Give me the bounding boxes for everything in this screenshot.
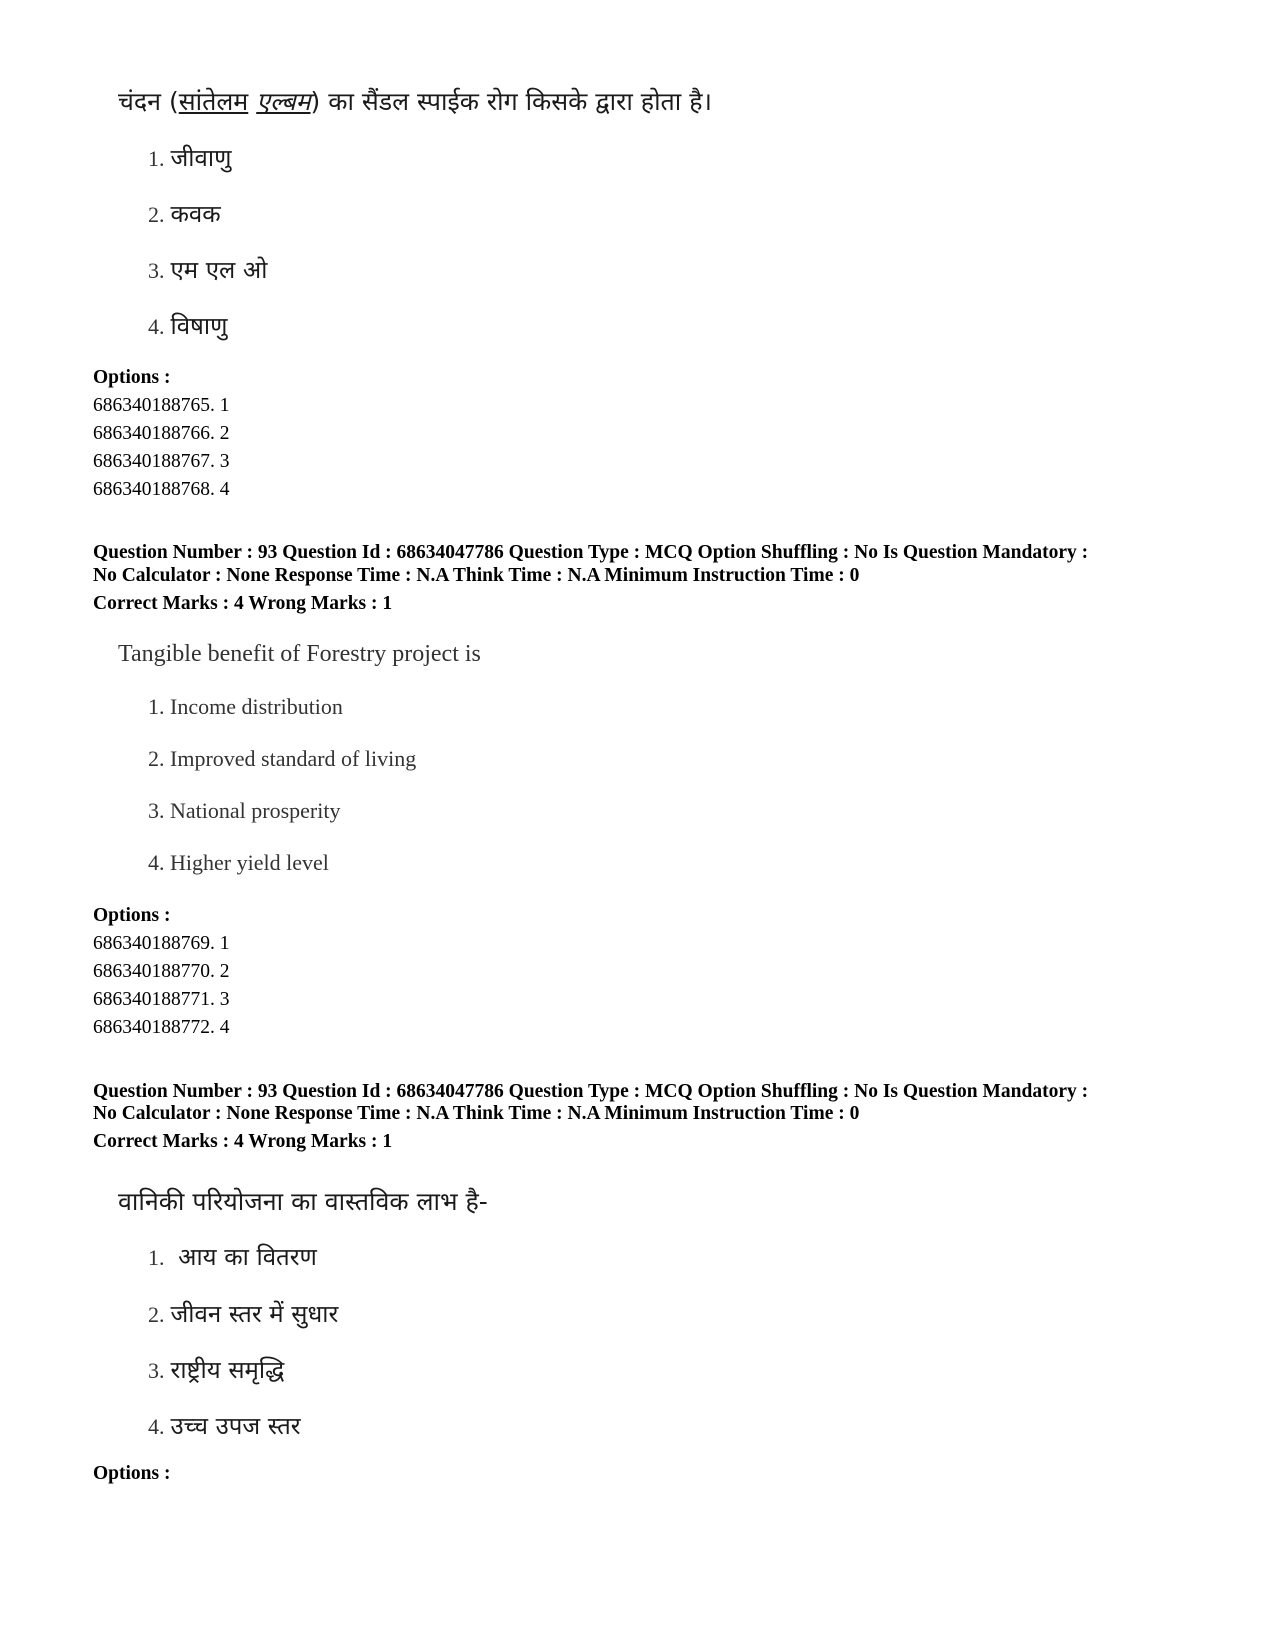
options-label: Options : (93, 905, 171, 926)
option-id-row: 686340188771. 3 (93, 989, 230, 1010)
option-id-row: 686340188770. 2 (93, 961, 230, 982)
question-text-hindi-1 (118, 84, 712, 118)
option-id-row: 686340188769. 1 (93, 933, 230, 954)
question-suffix: ) का सैंडल स्पाईक रोग किसके द्वारा होता है। (310, 87, 712, 116)
marks-line: Correct Marks : 4 Wrong Marks : 1 (93, 1131, 393, 1152)
question-meta-line-2: No Calculator : None Response Time : N.A Think Time : N.A Minimum Instruction Time : 0 (93, 1103, 860, 1124)
choice-item: 2. जीवन स्तर में सुधार (148, 1300, 339, 1328)
question-meta-line-1: Question Number : 93 Question Id : 68634047786 Question Type : MCQ Option Shuffling : No Is Question Mandatory : (93, 542, 1089, 563)
question-text-hindi-2: वानिकी परियोजना का वास्तविक लाभ है- (118, 1187, 488, 1216)
option-id-row: 686340188768. 4 (93, 479, 230, 500)
question-text-english: Tangible benefit of Forestry project is (118, 641, 481, 667)
marks-line: Correct Marks : 4 Wrong Marks : 1 (93, 593, 393, 614)
question-meta-line-2: No Calculator : None Response Time : N.A Think Time : N.A Minimum Instruction Time : 0 (93, 565, 860, 586)
choice-item: 3. राष्ट्रीय समृद्धि (148, 1356, 285, 1384)
choice-item: 1. जीवाणु (148, 144, 232, 172)
question-prefix: चंदन ( (118, 87, 179, 116)
question-meta-line-1: Question Number : 93 Question Id : 68634047786 Question Type : MCQ Option Shuffling : No Is Question Mandatory : (93, 1081, 1089, 1102)
question-underlined-term: सांतेलम (178, 87, 249, 116)
option-id-row: 686340188765. 1 (93, 395, 230, 416)
question-underlined-italic-term: एल्बम (256, 87, 311, 116)
options-label: Options : (93, 1463, 171, 1484)
choice-item: 4. Higher yield level (148, 850, 329, 875)
choice-item: 3. National prosperity (148, 798, 341, 823)
choice-item: 2. Improved standard of living (148, 746, 417, 771)
options-label: Options : (93, 367, 171, 388)
option-id-row: 686340188767. 3 (93, 451, 230, 472)
choice-item: 4. उच्च उपज स्तर (148, 1412, 301, 1440)
choice-item: 4. विषाणु (148, 312, 228, 340)
option-id-row: 686340188772. 4 (93, 1017, 230, 1038)
choice-item: 3. एम एल ओ (148, 256, 268, 284)
choice-item: 2. कवक (148, 200, 221, 228)
choice-item: 1. Income distribution (148, 694, 343, 719)
choice-item: 1. आय का वितरण (148, 1243, 317, 1271)
option-id-row: 686340188766. 2 (93, 423, 230, 444)
